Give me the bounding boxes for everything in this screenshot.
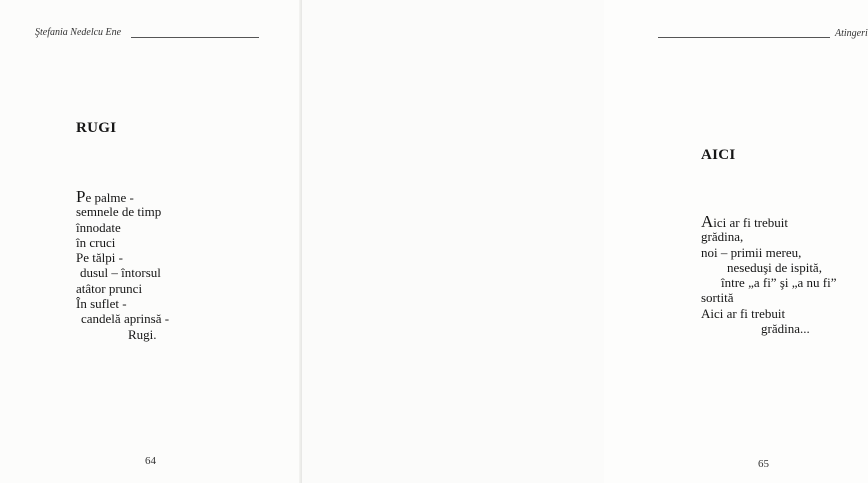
poem-line: dusul – întorsul — [80, 265, 161, 281]
poem-title: AICI — [701, 147, 736, 163]
poem-line: între „a fi” şi „a nu fi” — [721, 275, 837, 291]
poem-line — [76, 189, 169, 204]
poem-line: Rugi. — [128, 326, 157, 342]
poem-line: semnele de timp — [76, 204, 162, 220]
poem-line: neseduşi de ispită, — [727, 259, 822, 275]
poem-line — [701, 214, 837, 229]
poem-line: grădina... — [761, 321, 810, 337]
initial-letter: A — [701, 212, 714, 231]
poem-body — [76, 189, 169, 342]
page-number: 65 — [758, 458, 769, 470]
poem-line: Pe tălpi - — [76, 250, 123, 266]
running-header-book: Atingeri — [835, 28, 868, 39]
poem-line: Aici ar fi trebuit — [701, 305, 786, 321]
poem-line-text: ici ar fi trebuit — [713, 215, 788, 230]
header-rule — [131, 37, 259, 38]
poem-line: noi – primii mereu, — [701, 244, 802, 260]
poem-line: atâtor prunci — [76, 280, 143, 296]
poem-title: RUGI — [76, 120, 117, 136]
running-header-author: Ştefania Nedelcu Ene — [35, 27, 122, 38]
poem-line: sortită — [701, 290, 734, 306]
header-rule — [658, 37, 830, 38]
poem-line: În suflet - — [76, 296, 127, 312]
poem-line: candelă aprinsă - — [81, 311, 170, 327]
page-number: 64 — [145, 455, 156, 467]
poem-line: în cruci — [76, 234, 116, 250]
poem-line: grădina, — [701, 229, 744, 245]
right-page — [302, 0, 868, 483]
poem-body — [701, 214, 837, 336]
left-page — [0, 0, 302, 483]
poem-line-text: e palme - — [85, 190, 134, 205]
poem-line: înnodate — [76, 219, 121, 235]
initial-letter: P — [76, 187, 86, 206]
